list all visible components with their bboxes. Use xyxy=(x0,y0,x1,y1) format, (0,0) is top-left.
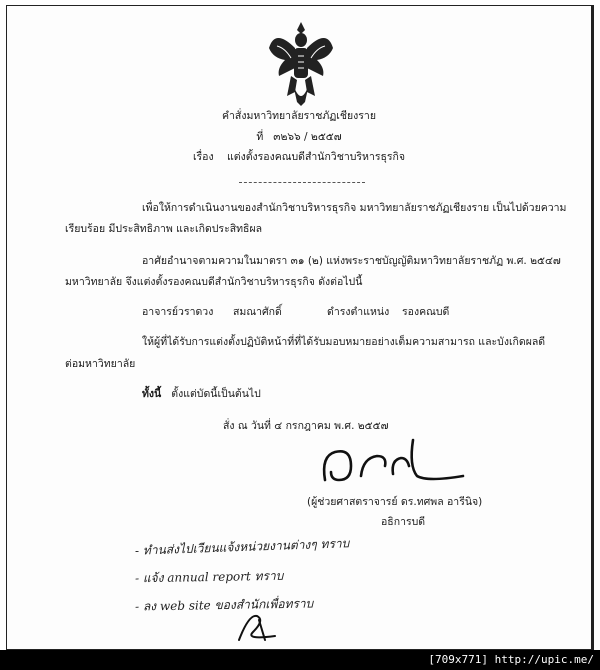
document-number-label: ที่ xyxy=(256,131,264,143)
handwritten-note-3: - ลง web site ของสำนักเพื่อทราบ xyxy=(134,596,314,614)
garuda-emblem-icon xyxy=(265,18,337,110)
order-date: สั่ง ณ วันที่ ๔ กรกฎาคม พ.ศ. ๒๕๕๗ xyxy=(223,420,389,432)
document-subject-line xyxy=(7,151,591,164)
document-number-line xyxy=(7,131,591,144)
separator-rule xyxy=(239,182,365,183)
appointee-name: อาจารย์วราดวง xyxy=(142,306,214,318)
signature-mark xyxy=(317,436,467,496)
handwritten-note-1: - ทำนส่งไปเวียนแจ้งหน่วยงานต่างๆ ทราบ xyxy=(134,536,350,558)
paragraph-2-line-2: มหาวิทยาลัย จึงแต่งตั้งรองคณบดีสำนักวิชาบริหารธุรกิจ ดังต่อไปนี้ xyxy=(65,276,363,288)
document-title: คำสั่งมหาวิทยาลัยราชภัฏเชียงราย xyxy=(222,110,376,122)
paragraph-2-line-1: อาศัยอำนาจตามความในมาตรา ๓๑ (๒) แห่งพระราชบัญญัติมหาวิทยาลัยราชภัฏ พ.ศ. ๒๕๔๗ xyxy=(142,255,561,267)
image-host-watermark: [709x771] http://upic.me/ xyxy=(0,650,600,670)
effective-line xyxy=(142,388,261,401)
document-number: ๓๒๖๖ / ๒๕๕๗ xyxy=(273,131,342,143)
effective-bold: ทั้งนี้ xyxy=(142,388,162,400)
paragraph-3-line-2: ต่อมหาวิทยาลัย xyxy=(65,358,136,370)
subject-text: แต่งตั้งรองคณบดีสำนักวิชาบริหารธุรกิจ xyxy=(226,151,406,163)
effective-text: ตั้งแต่บัดนี้เป็นต้นไป xyxy=(171,388,261,400)
paragraph-1-line-2: เรียบร้อย มีประสิทธิภาพ และเกิดประสิทธิผล xyxy=(65,223,263,235)
signer-title: อธิการบดี xyxy=(381,516,426,528)
paragraph-1-line-1: เพื่อให้การดำเนินงานของสำนักวิชาบริหารธุรกิจ มหาวิทยาลัยราชภัฏเชียงราย เป็นไปด้วยความ xyxy=(142,202,567,214)
paragraph-3-line-1: ให้ผู้ที่ได้รับการแต่งตั้งปฏิบัติหน้าที่ที่ได้รับมอบหมายอย่างเต็มความสามารถ และบังเกิดผลดี xyxy=(142,336,546,348)
handwritten-note-2: - แจ้ง annual report ทราบ xyxy=(134,568,284,586)
appointee-surname: สมณาศักดิ์ xyxy=(233,306,282,318)
position-label: ดำรงตำแหน่ง xyxy=(327,306,390,318)
position-value: รองคณบดี xyxy=(402,306,450,318)
document-page xyxy=(6,5,594,652)
subject-label: เรื่อง xyxy=(192,151,214,163)
initials-mark xyxy=(235,612,285,646)
signer-name: (ผู้ช่วยศาสตราจารย์ ดร.ทศพล อารีนิจ) xyxy=(307,496,483,508)
